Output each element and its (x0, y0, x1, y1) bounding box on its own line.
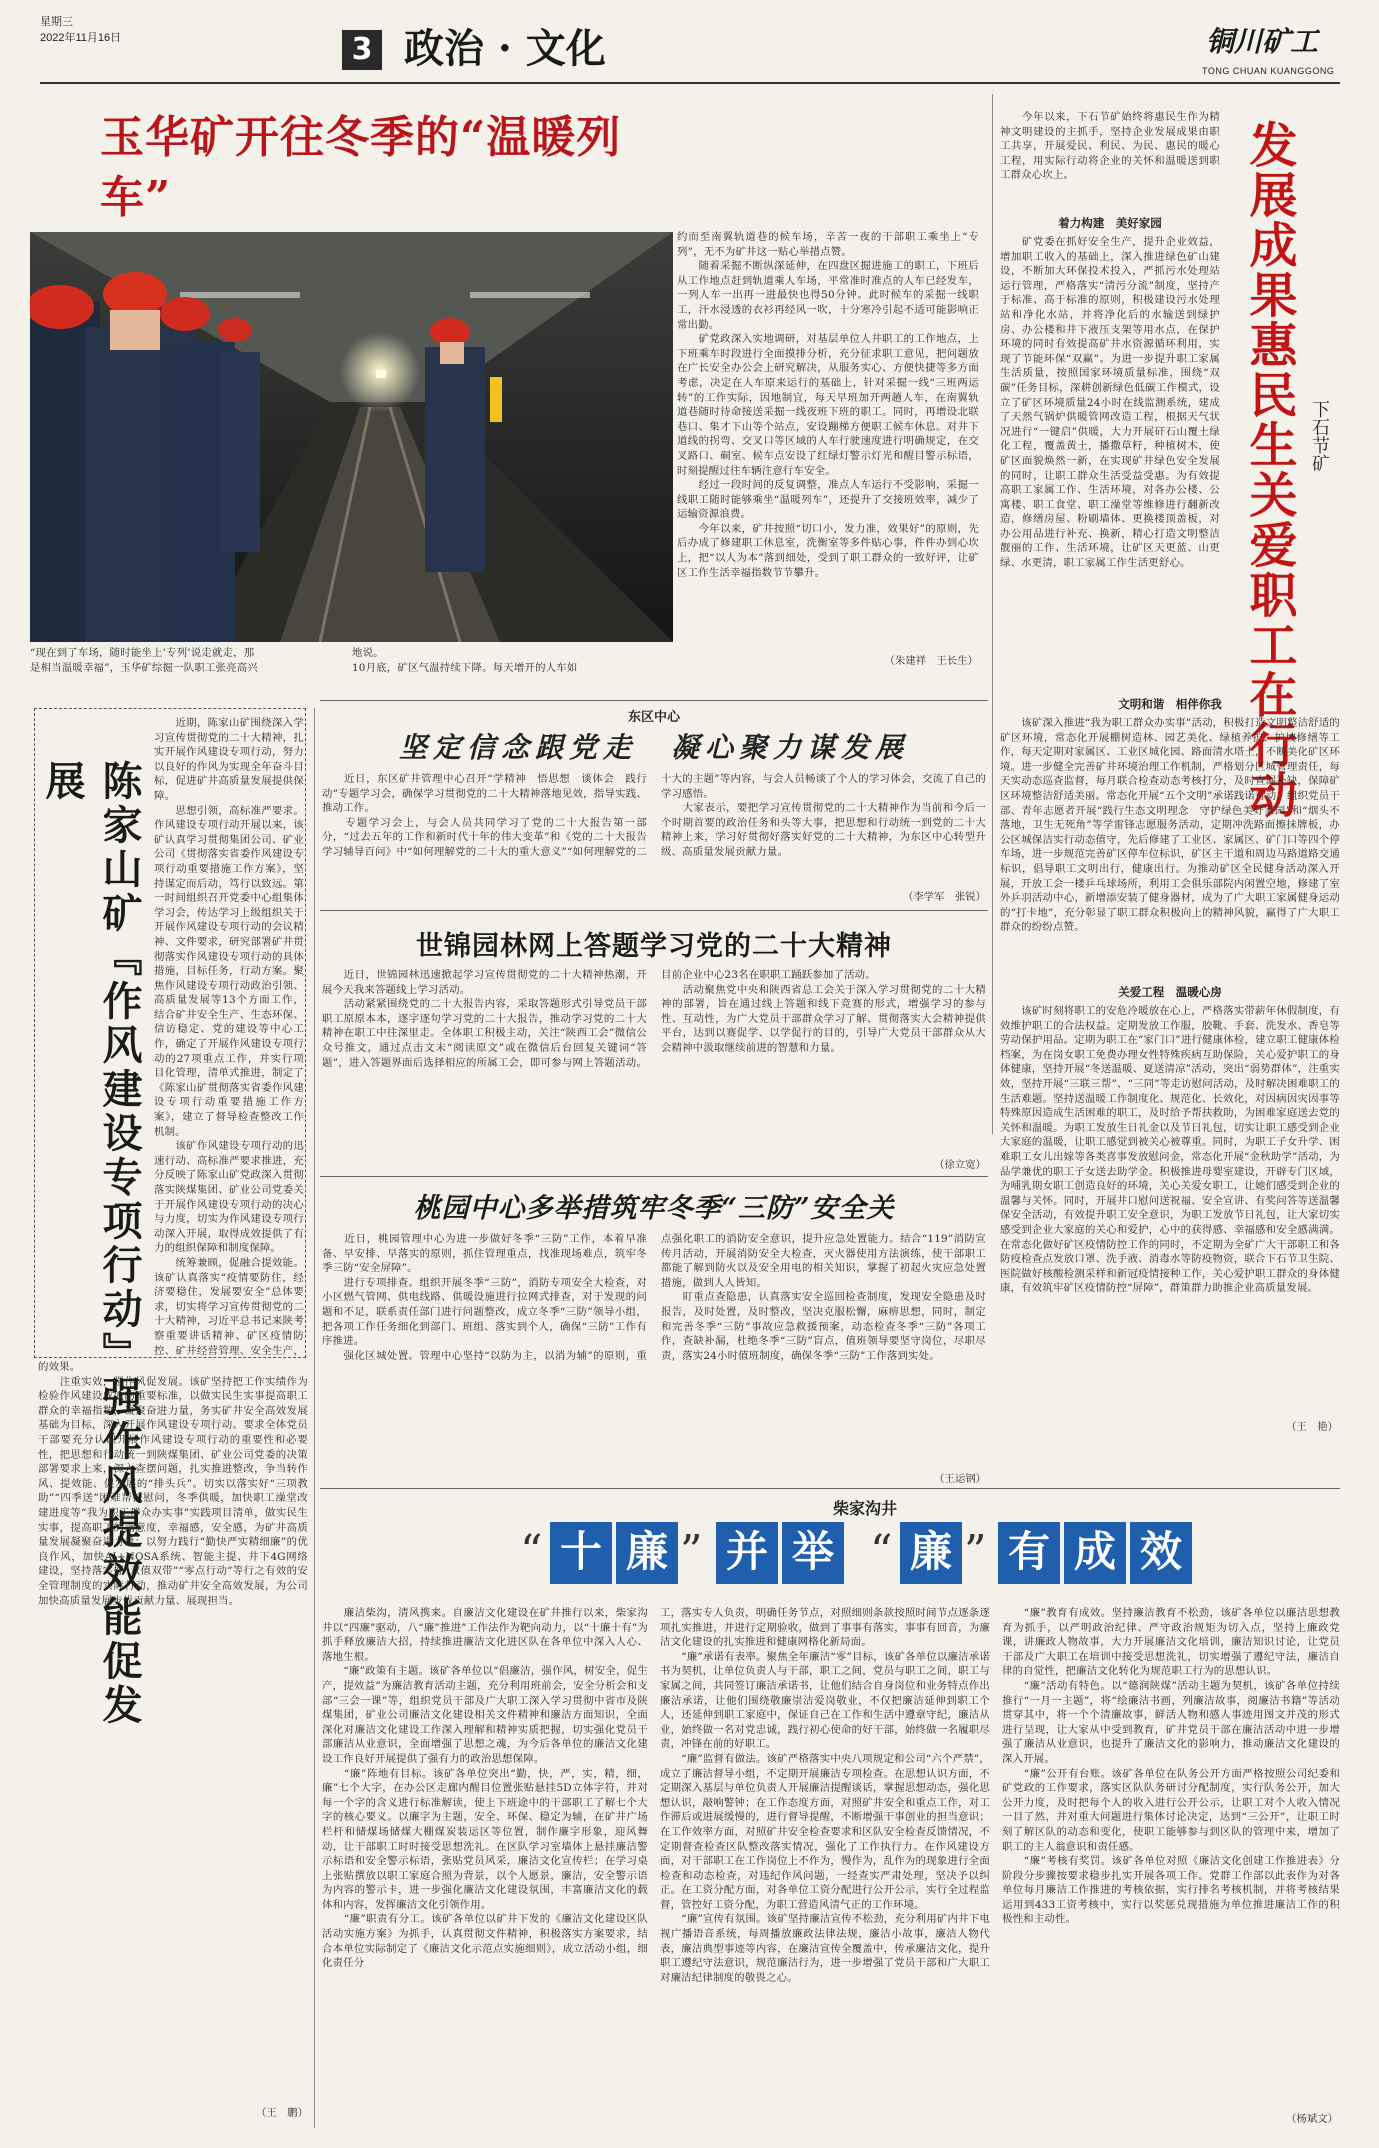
xiashijie-headline-a: 发展成果惠民生 (1241, 120, 1297, 470)
shijinyuan-top-rule (320, 910, 988, 911)
masthead-date-block (40, 14, 121, 46)
xiashijie-unit: 下石节矿 (1309, 400, 1330, 472)
chaijiagou-body-2: 工，落实专人负责，明确任务节点，对照细则条款按照时间节点逐条逐项扎实推进，并进行定期验收，做到了事事有落实，事事有回音，为廉洁文化建设的扎实推进和健康网格化新局面。 “廉”承诺有表率。聚焦全年廉洁“零”目标，该矿各单位以廉洁承诺书为契机，让单位负责人与干部，职工之间，党员与职工之间，职工与家属之间，共同签订廉洁承诺书，让他们结合自身岗位和业务特点作出廉洁承诺，让他们围绕敬廉崇洁爱岗敬业，不仅把廉洁延伸到职工个人，还延伸到职工家庭中，保证自己在工作和生活中遵章守纪，廉洁从业，始终做一名对党忠诚，践行初心使命的好干部，始终做一名履职尽责，冲锋在前的好职工。 “廉”监督有做法。该矿严格落实中央八项规定和公司“六个严禁”，成立了廉洁督导小组，不定期开展廉洁专项检查。在思想认识方面，不定期深入基层与单位负责人开展廉洁提醒谈话，掌握思想动态，强化思想认识，敲响警钟；在工作态度方面，对照矿井安全和重点工作，对工作滞后或进展缓慢的，进行督导提醒，不断增强干事创业的担当意识；在工作效率方面，对照矿井安全检查要求和区队安全检查反馈情况，不定期督查检查区队整改落实情况，强化了工作执行力。在作风建设方面，对干部职工在工作岗位上不作为，慢作为，乱作为的现象进行全面检查和动态检查，对违纪作风问题，一经查实严肃处理，坚决予以纠正。在工资分配方面，对各单位工资分配进行公开公示，实行全过程监督，管控好工资分配，为职工营造风清气正的工作环境。 “廉”宣传有氛围。该矿坚持廉洁宣传不松劲，充分利用矿内井下电视广播语音系统，每周播放廉政法律法规，廉洁小故事，廉洁人物代表，廉洁典型事迹等内容，在廉洁宣传全覆盖中，传承廉洁文化，提升职工遵纪守法意识，规范廉洁行为，进一步增强了党员干部和广大职工对廉洁纪律制度的敬畏之心。 (660, 1607, 990, 1984)
chenjiashan-author: （王 鹏） (256, 2107, 308, 2119)
xiashijie-subhead-2: 文明和谐 相伴你我 (1118, 697, 1222, 711)
headline-char-8: 效 (1130, 1522, 1192, 1584)
dongqu-body: 近日，东区矿井管理中心召开“学精神 悟思想 谈体会 践行动”专题学习会，确保学习贯彻党的二十大精神落地见效，指导实践、推动工作。 专题学习会上，与会人员共同学习了党的二十大报告第一部分，“过去五年的工作和新时代十年的伟大变革”和《党的二十大报告学习辅导百问》中“如何理解党的二十大的重大意义”“如何理解党的二十大的主题”等内容，与会人员畅谈了个人的学习体会，交流了自己的学习感悟。 大家表示，要把学习宣传贯彻党的二十大精神作为当前和今后一个时期首要的政治任务和头等大事，把思想和行动统一到党的二十大精神上来，学习好贯彻好落实好党的二十大精神，为东区中心转型升级、高质量发展贡献力量。 (322, 773, 986, 858)
taoyuan-author: （王运钢） (934, 1473, 986, 1485)
chenjiashan-body-top: 近期，陈家山矿围绕深入学习宣传贯彻党的二十大精神，扎实开展作风建设专项行动，努力以良好的作风为实现全年奋斗目标，促进矿井高质量发展提供保障。 思想引领，高标准严要求。作风建设专项行动开展以来，该矿认真学习贯彻集团公司、矿业公司《贯彻落实省委作风建设专项行动重要措施工作方案》，坚持谋定而后动，笃行以致远。第一时间组织召开党委中心组集体学习会，传达学习上级组织关于开展作风建设专项行动的会议精神、文件要求，研究部署矿井贯彻落实作风建设专项行动的具体措施，目标任务，行动方案。聚焦作风建设专项行动政治引领、高质量发展等13个方面工作，结合矿井安全生产、生态环保、信访稳定、党的建设等中心工作，确定了开展作风建设专项行动的27项重点工作，并实行项目化管理，清单式推进，制定了《陈家山矿贯彻落实省委作风建设专项行动重要措施工作方案》，建立了督导检查整改工作机制。 该矿作风建设专项行动的迅速行动、高标准严要求推进，充分反映了陈家山矿党政深入贯彻落实陕煤集团、矿业公司党委关于开展作风建设专项行动的决心与力度，切实为作风建设专项行动深入开展，取得成效提供了有力的组织保障和制度保障。 统筹兼顾，促融合提效能。该矿认真落实“疫情要防住，经济要稳住，发展要安全”总体要求，切实将学习宣传贯彻党的二十大精神，习近平总书记来陕考察重要讲话精神、矿区疫情防控、矿井经营管理、安全生产， (154, 717, 304, 1356)
chaijiagou-body-3: “廉”教育有成效。坚持廉洁教育不松劲，该矿各单位以廉洁思想教育为抓手，以严明政治纪律、严守政治规矩为切入点，坚持上廉政党课，讲廉政人物故事，大力开展廉洁文化培训，廉洁知识讨论，让党员干部及广大职工在培训中接受思想洗礼，切实增强了遵纪守法，廉洁自律的自觉性，把廉洁文化转化为规范职工行为的思想认识。 “廉”活动有特色。以“德润陕煤”活动主题为契机，该矿各单位持续推行“一月一主题”，将“绘廉洁书画，列廉洁故事，阅廉洁书籍”等活动贯穿其中，将一个个清廉故事，鲜活人物和感人事迹用图文并茂的形式进行呈现，让大家从中受到教育，矿井党员干部在廉洁活动中进一步增强了廉洁从业意识，也提升了廉洁文化的影响力，推动廉洁文化建设的深入开展。 “廉”公开有台账。该矿各单位在队务公开方面严格按照公司纪委和矿党政的工作要求，落实区队队务研讨分配制度，实行队务公开，加大公开力度，及时把每个人的收入进行公开公示，让职工对个人收入情况一目了然，并对重大问题进行集体讨论决定，达到“三公开”，让职工时刻了解区队的动态和变化，使职工能够参与到区队的管理中来，增加了职工的主人翁意识和责任感。 “廉”考核有奖罚。该矿各单位对照《廉洁文化创建工作推进表》分阶段分步骤按要求稳步扎实开展各项工作。党群工作部以此表作为对各单位每月廉洁工作推进的考核依据，实行排名考核机制，并将考核结果运用到433工资考核中，实行以奖惩兑现措施为单位推进廉洁工作的积极性和主动性。 (1002, 1607, 1340, 1926)
issue-date: 2022年11月16日 (40, 32, 122, 44)
shijinyuan-body: 近日，世锦园林迅速掀起学习宣传贯彻党的二十大精神热潮，开展今天我来答题线上学习活动。 活动紧紧围绕党的二十大报告内容，采取答题形式引导党员干部职工原原本本，逐字逐句学习党的二十大报告，推动学习党的二十大精神在职工中往深里走。全体职工积极主动，关注“陕西工会”微信公众号推文，通过点击文末“阅读原文”或在微信后台回复关键词“答题”，进入答题界面后选择相应的所属工会，即可参与网上答题活动。目前企业中心23名在职职工踊跃参加了活动。 活动聚焦党中央和陕西省总工会关于深入学习贯彻党的二十大精神的部署，旨在通过线上答题和线下竞赛的形式，增强学习的参与性、互动性，为广大党员干部群众学习了解、贯彻落实大会精神提供平台，达到以赛促学、以学促行的目的，引导广大党员干部群众从大会精神中汲取继续前进的智慧和力量。 (322, 969, 986, 1069)
headline-char-1: 十 (550, 1522, 612, 1584)
taoyuan-body: 近日，桃园管理中心为进一步做好冬季“三防”工作，本着早准备、早安排、早落实的原则，抓住管理重点，找准现场难点，筑牢冬季三防“安全屏障”。 进行专项排查。组织开展冬季“三防”，消防专项安全大检查，对小区燃气管网、供电线路、供暖设施进行拉网式排查，对于发现的问题和不足，联系责任部门进行问题整改，成立冬季“三防”领导小组，把各项工作任务细化到部门、班组、落实到个人，确保“三防”工作有序推进。 强化区城处置。管理中心坚持“以防为主，以消为辅”的原则，重点强化职工的消防安全意识，提升应急处置能力。结合“119”消防宣传月活动，开展消防安全大检查，灭火器使用方法演练，使干部职工都能了解到防火以及安全用电的相关知识，掌握了初起火灾应急处置措施，做到人人皆知。 盯重点查隐患，认真落实安全巡回检查制度，发现安全隐患及时报告，及时处置，及时整改，坚决克服松懈，麻痹思想，同时，制定和完善冬季“三防”事故应急救援预案，动态检查冬季“三防”各项工作，查缺补漏，杜绝冬季“三防”盲点，值班领导要坚守岗位，尽职尽责，落实24小时值班制度，确保冬季“三防”工作落到实处。 (322, 1233, 986, 1362)
dongqu-unit: 东区中心 (627, 710, 680, 725)
xiashijie-subhead-3: 关爱工程 温暖心房 (1118, 985, 1222, 999)
train-article-headline: 玉华矿开往冬季的“温暖列车” (100, 112, 622, 223)
mine-tunnel-photo-graphic (30, 232, 673, 642)
masthead-rule (40, 82, 1340, 84)
headline-char-2: 廉 (616, 1522, 678, 1584)
headline-char-7: 成 (1064, 1522, 1126, 1584)
chaijiagou-top-rule (320, 1488, 1340, 1489)
xiashijie-body-3: 该矿深入推进“我为职工群众办实事”活动，积极打造文明整洁舒适的矿区环境，常态化开展棚树造林、园艺美化、绿植养护、护坡修缮等工作，每天定期对家属区、工业区城化园、路面清水塔土，不断美化矿区环境。进一步健全完善矿井环境治理工作机制，严格划分区城管理责任，每天实动态巡查监督，每月联合检查动态考核打分，及时查漏补缺，保障矿区环境整洁舒适美丽。常态化开展“五个文明”承诺践诺行动，组织党员干部、青年志愿者开展“践行生态文明理念 守护绿色美好家园”和“烟头不落地，卫生无死角”等学雷锋志愿服务活动，定期冲洗路面擦抹牌板，办公区城保洁实行动态值守，先后修建了工业区、家属区、矿门口等四个停车场，进一步规范完善矿区停车位标识，矿区主干道和周边马路道路交通标识，倡导职工文明出行，健康出行。为推动矿区全民健身活动深入开展，开放工会一楼乒乓球场所，利用工会俱乐部院内闲置空地，修建了室外乒羽活动中心，新增添安装了健身器材，成为了广大职工家属健身运动的“打卡地”，充分彰显了职工群众积极向上的精神风貌，赢得了广大职工群众的纷纷点赞。 (1000, 717, 1340, 934)
column-divider-right (992, 94, 993, 1134)
taoyuan-headline: 桃园中心多举措筑牢冬季“三防”安全关 (413, 1193, 895, 1224)
dongqu-top-rule (320, 700, 988, 701)
headline-char-4: 举 (782, 1522, 844, 1584)
taoyuan-top-rule (320, 1176, 988, 1177)
paper-name: 铜川矿工 (1206, 25, 1319, 58)
shijinyuan-author: （徐立宽） (934, 1159, 986, 1171)
dongqu-headline: 坚定信念跟党走 凝心聚力谋发展 (398, 731, 909, 764)
chenjiashan-headline: 陈家山矿『作风建设专项行动』强作风提效能促发展 (39, 760, 143, 1728)
headline-char-5: 廉 (900, 1522, 962, 1584)
xiashijie-body-4: 该矿时刻将职工的安危冷暖放在心上，严格落实带薪年休假制度，有效维护职工的合法权益。定期发放工作服，胶靴、手套、洗发水、香皂等劳动保护用品。定期为职工在“家门口”进行健康体检，建立职工健康体检档案，为在岗女职工免费办理女性特殊疾病互助保险，关心爱护职工的身体健康，坚持开展“冬送温暖、夏送清凉”活动，突出“弱势群体”，注重实效，坚持开展“三联三帮”、“三同”等走访慰问活动，及时解决困难职工的生活难题。坚持送温暖工作制度化、规范化、长效化，对因病因灾因事等特殊原因造成生活困难的职工，及时给予帮扶救助，为困难家庭送去党的关怀和温暖。为职工发放生日礼金以及节日礼包，切实让职工感受到企业大家庭的温暖，让职工感觉到被关心被尊重。同时，为职工子女升学、困难职工女儿出嫁等各类喜事发放慰问金，常态化开展“金秋助学”活动，为品学兼优的职工子女送去助学金。积极推进母婴室建设，开辟专门区域，为哺乳期女职工创造良好的环境，关心关爱女职工，让她们感受到企业的温馨与关怀。同时，开展井口慰问送祝福、安全宣讲、有奖问答等送温馨保安全活动，有效提升职工安全意识，为职工发放节日礼包，让大家切实感受到企业大家庭的关心和爱护，心中的获得感、幸福感和安全感满满。在常态化做好矿区疫情防控工作的同时，不定期为全矿广大干部职工和各防疫检查点发放口罩、洗手液、消毒水等防疫物资，联合下石节卫生院、医院做好核酸检测采样和新冠疫情接种工作，关心爱护职工群众的身体健康，有效筑牢矿区疫情防控“屏障”，群策群力助推企业高质量发展。 (1000, 1005, 1340, 1295)
train-article-author: （朱建祥 王长生） (884, 655, 978, 667)
shijinyuan-headline: 世锦园林网上答题学习党的二十大精神 (416, 931, 892, 962)
chaijiagou-author: （杨斌文） (1286, 2113, 1338, 2125)
paper-name-english: TONG CHUAN KUANGGONG (1202, 66, 1335, 76)
xiashijie-author: （王 艳） (1286, 1421, 1338, 1433)
mine-tunnel-photo (30, 232, 673, 642)
dongqu-author: （李学军 张锐） (902, 891, 986, 903)
xiashijie-intro: 今年以来，下石节矿始终将惠民生作为精神文明建设的主抓手，坚持企业发展成果由职工共享，开展爱民、利民、为民、惠民的暖心工程，用实际行动将企业的关怀和温暖送到职工群众心坎上。 (1000, 111, 1220, 182)
headline-char-3: 并 (716, 1522, 778, 1584)
xiashijie-body-2: 矿党委在抓好安全生产，提升企业效益，增加职工收入的基础上，深入推进绿色矿山建设，不断加大环保投术投入，严抓污水处理站运行管理，严格落实“清污分流”制度，坚持产于标准、高于标准的原则，积极建设污水处理站和净化水站，并将净化后的水输送到绿护房、办公楼和井下液压支架等用水点，在保护环境的同时有效提高矿井水资源循环利用，实现了节能环保“双赢”。为进一步提升职工家属生活质量，按照国家环境质量标准，围绕“双碳”任务目标，深耕创新绿色低碳工作模式，设立了矿区环境质量24小时在线监测系统，建成了天然气锅炉供暖管网改造工程，根据天气状况进行“一键启”供暖，大力开展矸石山覆土绿化工程，覆盖黄土，播撒草籽，种植树木，使矿区面貌焕然一新，在实现矿井绿色安全发展的同时，让职工群众生活受益受惠。为有效提高职工家属工作、生活环境，对各办公楼、公寓楼、职工食堂、职工澡堂等维修进行翻新改造，修缮房屋、粉刷墙体、更换楼顶盖板，对办公用品进行补充、换新，精心打造文明整洁靓丽的工作、生活环境，让矿区天更蓝、山更绿、水更清，职工家属工作生活更舒心。 (1000, 236, 1220, 570)
chaijiagou-headline: “ 十 廉 ” 并 举 “ 廉 ” 有 成 效 (520, 1522, 1280, 1592)
chaijiagou-body-1: 廉洁柴沟，清风携来。自廉洁文化建设在矿井推行以来，柴家沟井以“四廉”驱动，八“廉”推进”工作法作为靶向动力，以“十廉十有”为抓手释放廉洁大招，持续推进廉洁文化进区队在各单位中深入人心、落地生根。 “廉”政策有主题。该矿各单位以“倡廉洁，强作风，树安全，促生产，提效益”为廉洁教育活动主题，充分利用班前会，安全分析会和支部“三会一课”等，组织党员干部及广大职工深入学习贯彻中省市及陕煤集团，矿业公司廉洁文化建设相关文件精神和廉洁方面知识，全面深化对廉洁文化建设工作深入理解和精神实质把握，切实强化党员干部廉洁从业意识，全面增强了思想之魂，为今后各单位的廉洁文化建设工作良好开展提供了强有力的政治思想保障。 “廉”阵地有目标。该矿各单位突出“勤，快，严，实，精，细，廉”七个大字，在办公区走廊内醒目位置张贴悬挂5D立体字符，并对每一个字的含义进行标准解读，使上下班途中的干部职工了解七个大字的核心要义。以廉字为主题，安全、环保、稳定为辅，在矿井广场栏杆和储煤场储煤大棚煤炭装运区等位置，制作廉字形象，迎风舞动，让干部职工时时接受思想洗礼。在区队学习室墙体上悬挂廉洁警示标语和安全警示标语，张贴党员风采，廉洁文化宣传栏；在学习桌上张贴撰放以职工家庭合照为背景，以个人愿景，廉洁，安全警示语为内容的警示卡，进一步强化廉洁文化建设氛围，丰富廉洁文化的载体和内容，发挥廉洁文化引领作用。 “廉”职责有分工。该矿各单位以矿井下发的《廉洁文化建设区队活动实施方案》为抓手，认真贯彻文件精神，积极落实方案要求，结合本单位实际制定了《廉洁文化示范点实施细则》，成立活动小组，细化责任分 (322, 1607, 648, 1970)
photo-caption-right: 地说。 10月底，矿区气温持续下降。每天增开的人车如 (352, 647, 578, 674)
page-number-box: 3 (342, 30, 382, 70)
headline-char-6: 有 (998, 1522, 1060, 1584)
chenjiashan-body-bottom: 的效果。 注重实效，强作风促发展。该矿坚持把工作实绩作为检验作风建设成效的重要标准，以做实民生实事提高职工群众的幸福指数，凝聚奋进力量，务实矿井安全高效发展基础为目标，深入开展作风建设专项行动。要求全体党员干部要充分认识开展作风建设专项行动的重要性和必要性，把思想和行动统一到陕煤集团、矿业公司党委的决策部署要求上来，深入查摆问题，扎实推进整改，争当转作风、提效能、促发展的“排头兵”。切实以落实好“三项教助”“四季送”困难帮扶慰问，冬季供暖，加快职工澡堂改建进度等“我为职工群众办实事”实践项目清单，做实民生实事，提高职工的满意度，幸福感，安全感，为矿井高质量发展凝聚奋进力量；以努力践行“勤快严实精细廉”的优良作风，加快AI+NOSA系统、智能主提、井下4G网络建设，坚持落实好“双值双带”“零点行动”等行之有效的安全管理制度的实际行动，推动矿井安全高效发展，为公司加快高质量发展步伐贡献力量、展现担当。 (38, 1361, 308, 1607)
xiashijie-headline-b: 关爱职工在行动 (1241, 470, 1297, 820)
xiashijie-subhead-1: 着力构建 美好家园 (1058, 216, 1162, 230)
section-title: 政治 · 文化 (404, 25, 606, 72)
column-divider-left (314, 708, 315, 2128)
chaijiagou-unit: 柴家沟井 (832, 1499, 897, 1518)
weekday: 星期三 (40, 16, 73, 28)
train-article-body: 约而至南翼轨道巷的候车场，辛苦一夜的干部职工乘坐上“专列”，无不为矿井这一贴心举措点赞。 随着采掘不断纵深延伸，在四盘区掘进施工的职工，下班后从工作地点赶到轨道乘人车场，平常准时准点的人车已经发车，一列人车一出再一进最快也得50分钟。此时候车的采掘一线职工，汗水浸透的衣衫再经风一吹，十分寒冷引起不适可能影响正常出勤。 矿党政深入实地调研，对基层单位人井职工的工作地点，上下班乘车时段进行全面摸排分析，充分征求职工意见，把问题放在广长安全办公会上研究解决，从服务实心、方便快捷等多方面考虑，决定在人车原来运行的基础上，针对采掘一线“三班两运转”的工作实际，因地制宜，每天早班加开两趟人车，在南翼轨道巷随时待命接送采掘一线夜班下班的职工。同时，再增设北联巷口、集才下山等个站点，安设蹦梯方便职工候车休息。对井下道线的拐弯、交叉口等区域的人车行驶速度进行明确规定，在交叉路口、硐室、候车点安设了红绿灯警示灯光和醒目警示标语，时刻提醒过往车辆注意行车安全。 经过一段时间的反复调整，准点人车运行不受影响，采掘一线职工随时能够乘坐“温暖列车”，还提升了交接班效率，减少了运输资源浪费。 今年以来，矿井按照“切口小，发力准，效果好”的原则，先后办成了修建职工休息室，洗衡室等多件贴心事，件件办到心坎上，把“以人为本”落到细处，受到了职工群众的一致好评，让矿区工作生活幸福指数节节攀升。 (677, 231, 979, 579)
photo-caption-left: “现在到了车场，随时能坐上‘专列’说走就走，那 是相当温暖幸福”，玉华矿综掘一队职工张亮高兴 (30, 647, 258, 674)
